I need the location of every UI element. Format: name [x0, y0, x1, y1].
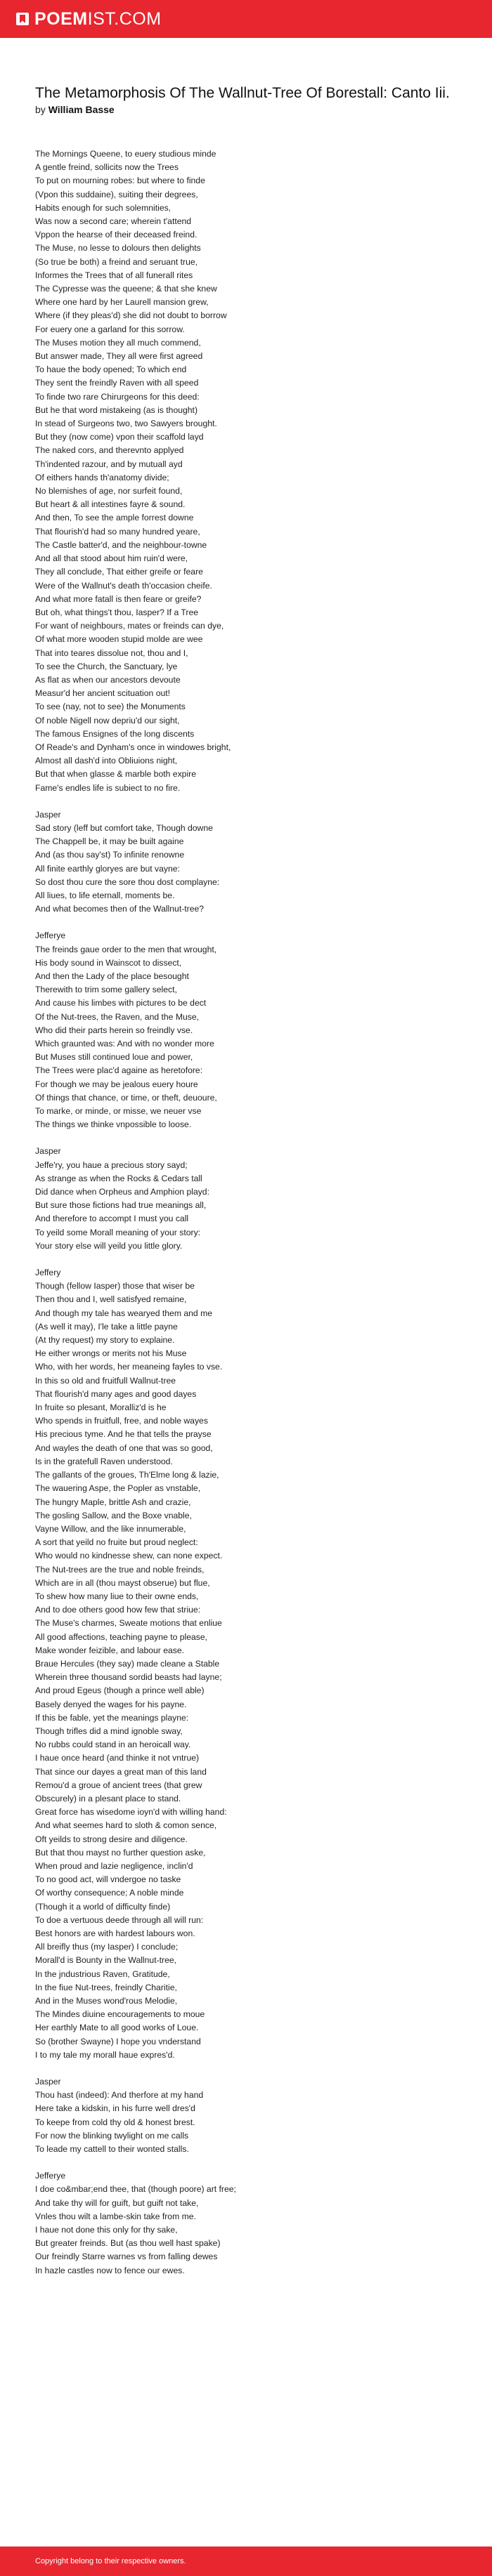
poem-line: Jeffery	[35, 1268, 61, 1278]
poem-line: Who would no kindnesse shew, can none expect.	[35, 1551, 223, 1561]
poem-line: But that when glasse & marble both expire	[35, 769, 196, 780]
poem-line: That flourish'd had so many hundred yeare,	[35, 526, 200, 537]
poem-line: The Muse's charmes, Sweate motions that enliue	[35, 1618, 222, 1629]
poem-line: The hungry Maple, brittle Ash and crazie,	[35, 1497, 191, 1507]
poem-line: Habits enough for such solemnities,	[35, 202, 171, 213]
poem-line: But oh, what things't thou, Iasper? If a Tree	[35, 607, 198, 617]
poem-line: Who did their parts herein so freindly vse.	[35, 1025, 193, 1035]
poem-line: For now the blinking twylight on me calls	[35, 2130, 189, 2141]
poem-line: As flat as when our ancestors devoute	[35, 674, 181, 685]
poem-line: They all conclude, That either greife or feare	[35, 567, 203, 577]
poem-line: (At thy request) my story to explaine.	[35, 1335, 175, 1346]
stanza	[35, 2169, 457, 2278]
byline	[35, 104, 457, 115]
poem-line: To finde two rare Chirurgeons for this deed:	[35, 391, 200, 402]
poem-line: But sure those fictions had true meanings all,	[35, 1200, 207, 1211]
poem-line: In the fiue Nut-trees, freindly Charitie,	[35, 1982, 177, 1992]
poem-line: To marke, or minde, or misse, we neuer vse	[35, 1106, 202, 1117]
poem-line: But they (now come) vpon their scaffold layd	[35, 432, 204, 442]
poem-line: To doe a vertuous deede through all will run:	[35, 1914, 204, 1925]
poem-line: And proud Egeus (though a prince well able)	[35, 1685, 205, 1696]
poem-line: (As well it may), I'le take a little payne	[35, 1321, 178, 1332]
poem-line: The wauering Aspe, the Popler as vnstable,	[35, 1483, 201, 1494]
poem-line: To yeild some Morall meaning of your story:	[35, 1227, 201, 1237]
poem-line: The Muses motion they all much commend,	[35, 337, 201, 348]
poem-line: He either wrongs or merits not his Muse	[35, 1348, 187, 1359]
poem-line: And though my tale has wearyed them and me	[35, 1308, 213, 1318]
poem-line: That into teares dissolue not, thou and I,	[35, 648, 188, 658]
stanza	[35, 808, 457, 916]
poem-line: And then the Lady of the place besought	[35, 971, 189, 981]
poem-line: The Muse, no lesse to dolours then delights	[35, 243, 201, 254]
poem-line: Where (if they pleas'd) she did not doubt to borrow	[35, 310, 227, 321]
poem-line: Which are in all (thou mayst obserue) but flue,	[35, 1577, 210, 1588]
poem-line: I haue not done this only for thy sake,	[35, 2225, 178, 2235]
poem-line: To haue the body opened; To which end	[35, 364, 187, 375]
poem-line: So (brother Swayne) I hope you vnderstand	[35, 2036, 201, 2046]
poem-line: In fruite so plesant, Moralliz'd is he	[35, 1402, 167, 1413]
poem-line: The freinds gaue order to the men that wrought,	[35, 944, 217, 954]
poem-line: I haue once heard (and thinke it not vntrue)	[35, 1753, 200, 1763]
poem-line: Vayne Willow, and the like innumerable,	[35, 1523, 186, 1534]
poem-line: And take thy will for guift, but guift not take,	[35, 2197, 199, 2208]
poem-line: Informes the Trees that of all funerall rites	[35, 270, 193, 280]
poem-line: As strange as when the Rocks & Cedars tall	[35, 1173, 202, 1183]
copyright-text: Copyright belong to their respective owners.	[35, 2557, 186, 2565]
poem-line: To see (nay, not to see) the Monuments	[35, 702, 186, 712]
poem-line: And all that stood about him ruin'd were,	[35, 553, 188, 564]
poem-line: Of worthy consequence; A noble minde	[35, 1888, 184, 1898]
poem-line: (So true be both) a freind and seruant true,	[35, 256, 198, 267]
poem-line: Braue Hercules (they say) made cleane a Stable	[35, 1658, 220, 1669]
poem-line: The things we thinke vnpossible to loose.	[35, 1119, 192, 1130]
poem-line: In the jndustrious Raven, Gratitude,	[35, 1969, 170, 1979]
poem-line: Jasper	[35, 2077, 61, 2087]
stanza	[35, 2075, 457, 2156]
poem-line: Who spends in fruitfull, free, and noble wayes	[35, 1416, 208, 1426]
poem-line: Is in the gratefull Raven understood.	[35, 1456, 173, 1466]
poem-line: Measur'd her ancient scituation out!	[35, 688, 171, 699]
poem-line: Remou'd a groue of ancient trees (that grew	[35, 1780, 202, 1790]
poem-line: They sent the freindly Raven with all speed	[35, 378, 199, 388]
poem-line: But that thou mayst no further question aske,	[35, 1847, 206, 1858]
poem-line: The Mindes diuine encouragements to moue	[35, 2009, 205, 2020]
poem-line: All breifly thus (my Iasper) I conclude;	[35, 1942, 179, 1952]
poem-line: Make wonder feizible, and labour ease.	[35, 1645, 185, 1655]
poem-line: Oft yeilds to strong desire and diligence.	[35, 1834, 188, 1844]
poem-line: Fame's endles life is subiect to no fire.	[35, 782, 181, 793]
poem-line: Th'indented razour, and by mutuall ayd	[35, 459, 183, 469]
poem-line: Jasper	[35, 1146, 61, 1157]
poem-line: To see the Church, the Sanctuary, lye	[35, 661, 178, 671]
poem-line: Who, with her words, her meaneing fayles to vse.	[35, 1362, 223, 1372]
poem-line: Did dance when Orpheus and Amphion playd:	[35, 1187, 209, 1197]
poem-line: Jasper	[35, 809, 61, 820]
poem-line: For though we may be jealous euery houre	[35, 1079, 198, 1089]
poem-line: In this so old and fruitfull Wallnut-tree	[35, 1375, 176, 1386]
poem-line: In hazle castles now to fence our ewes.	[35, 2265, 185, 2275]
poem-line: To keepe from cold thy old & honest brest.	[35, 2117, 195, 2127]
poem-line: But greater freinds. But (as thou well hast spake)	[35, 2238, 221, 2249]
poem-line: A sort that yeild no fruite but proud neglect:	[35, 1537, 198, 1548]
logo-text	[34, 8, 162, 29]
poem-line: That flourish'd many ages and good dayes	[35, 1388, 197, 1399]
poem-line: Jefferye	[35, 931, 66, 941]
poem-line: Morall'd is Bounty in the Wallnut-tree,	[35, 1955, 177, 1966]
stanza	[35, 1145, 457, 1253]
poem-line: Jefferye	[35, 2171, 66, 2181]
poem-line: Vnles thou wilt a lambe-skin take from me.	[35, 2211, 196, 2221]
poem-body	[35, 147, 457, 2278]
poem-line: That since our dayes a great man of this land	[35, 1766, 207, 1777]
poem-line: And what more fatall is then feare or greife?	[35, 593, 202, 604]
poem-line: All liues, to life eternall, moments be.	[35, 890, 175, 900]
poem-line: The Cypresse was the queene; & that she knew	[35, 284, 217, 294]
poem-line: I doe co&mbar;end thee, that (though poore) art free;	[35, 2184, 236, 2195]
poem-line: (Though it a world of difficulty finde)	[35, 1901, 171, 1912]
site-logo[interactable]	[15, 8, 162, 29]
poem-line: And what becomes then of the Wallnut-tree?	[35, 904, 205, 914]
poem-line: And then, To see the ample forrest downe	[35, 513, 194, 523]
bookmark-logo-icon	[15, 12, 30, 26]
poem-line: The Chappell be, it may be built againe	[35, 836, 184, 847]
stanza	[35, 1266, 457, 2062]
poem-line: No rubbs could stand in an heroicall way.	[35, 1740, 191, 1750]
poem-line: But he that word mistakeing (as is thought)	[35, 405, 198, 415]
poem-content	[0, 38, 492, 2278]
poem-line: Of Reade's and Dynham's once in windowes bright,	[35, 742, 231, 752]
poem-line: To shew how many liue to their owne ends,	[35, 1591, 199, 1601]
poem-line: To leade my cattell to their wonted stalls.	[35, 2144, 189, 2155]
poem-line: Thou hast (indeed): And therfore at my hand	[35, 2090, 204, 2101]
poem-line: To no good act, will vndergoe no taske	[35, 1874, 181, 1885]
poem-line: Of noble Nigell now depriu'd our sight,	[35, 715, 180, 725]
poem-line: Then thou and I, well satisfyed remaine,	[35, 1294, 187, 1305]
author-link[interactable]: William Basse	[48, 104, 115, 115]
poem-line: Wherein three thousand sordid beasts had layne;	[35, 1672, 222, 1683]
poem-line: Was now a second care; wherein t'attend	[35, 216, 192, 227]
poem-line: His body sound in Wainscot to dissect,	[35, 957, 182, 968]
poem-line: But heart & all intestines fayre & sound.	[35, 499, 186, 510]
poem-line: Best honors are with hardest labours won.	[35, 1928, 195, 1938]
poem-line: A gentle freind, sollicits now the Trees	[35, 162, 179, 173]
poem-line: But answer made, They all were first agreed	[35, 351, 203, 362]
poem-line: Almost all dash'd into Obliuions night,	[35, 756, 178, 766]
poem-line: And wayles the death of one that was so good,	[35, 1443, 213, 1453]
stanza	[35, 147, 457, 795]
poem-line: Obscurely) in a plesant place to stand.	[35, 1793, 181, 1803]
poem-line: No blemishes of age, nor surfeit found,	[35, 486, 183, 497]
poem-line: For euery one a garland for this sorrow.	[35, 324, 185, 334]
poem-line: The famous Ensignes of the long discents	[35, 728, 195, 739]
poem-line: Sad story (leff but comfort take, Though downe	[35, 822, 213, 833]
poem-line: In stead of Surgeons two, two Sawyers brought.	[35, 419, 217, 429]
poem-line: For want of neighbours, mates or freinds can dye,	[35, 621, 224, 631]
poem-line: Jeffe'ry, you haue a precious story sayd;	[35, 1159, 188, 1170]
poem-line: And therefore to accompt I must you call	[35, 1214, 189, 1224]
poem-line: But Muses still continued loue and power,	[35, 1052, 193, 1063]
poem-line: Where one hard by her Laurell mansion grew,	[35, 297, 209, 308]
poem-line: And (as thou say'st) To infinite renowne	[35, 850, 185, 860]
poem-line: Your story else will yeild you little glory.	[35, 1240, 183, 1251]
stanza	[35, 929, 457, 1131]
site-footer	[0, 2547, 492, 2576]
by-label: by	[35, 104, 46, 115]
poem-line: Of what more wooden stupid molde are wee	[35, 634, 203, 645]
poem-line: Great force has wisedome ioyn'd with willing hand:	[35, 1807, 227, 1818]
poem-line: And cause his limbes with pictures to be dect	[35, 998, 207, 1008]
poem-line: The Castle batter'd, and the neighbour-towne	[35, 539, 207, 550]
poem-line: To put on mourning robes: but where to finde	[35, 176, 205, 186]
poem-line: Which graunted was: And with no wonder more	[35, 1039, 214, 1049]
poem-title: The Metamorphosis Of The Wallnut-Tree Of Borestall: Canto Iii.	[35, 85, 450, 101]
poem-line: Of eithers hands th'anatomy divide;	[35, 472, 169, 482]
poem-line: When proud and lazie negligence, inclin'd	[35, 1860, 193, 1871]
poem-line: The Nut-trees are the true and noble freinds,	[35, 1564, 205, 1575]
poem-line: All finite earthly gloryes are but vayne:	[35, 863, 180, 874]
poem-line: Vppon the hearse of their deceased freind.	[35, 230, 198, 240]
poem-line: Here take a kidskin, in his furre well dres'd	[35, 2103, 195, 2114]
poem-line: Though (fellow Iasper) those that wiser be	[35, 1281, 195, 1292]
poem-line: Therewith to trim some gallery select,	[35, 985, 177, 995]
poem-line: Our freindly Starre warnes vs from falling dewes	[35, 2252, 218, 2262]
poem-line: The gallants of the groues, Th'Elme long & lazie,	[35, 1470, 219, 1480]
poem-line: His precious tyme. And he that tells the prayse	[35, 1429, 212, 1440]
poem-line: The gosling Sallow, and the Boxe vnable,	[35, 1510, 192, 1520]
poem-line: I to my tale my morall haue expres'd.	[35, 2049, 175, 2060]
poem-line: Were of the Wallnut's death th'occasion cheife.	[35, 580, 212, 591]
poem-line: The Trees were plac'd againe as heretofore:	[35, 1065, 203, 1076]
poem-line: Of things that chance, or time, or theft, deuoure,	[35, 1092, 217, 1103]
poem-line: Her earthly Mate to all good works of Loue.	[35, 2023, 199, 2033]
poem-line: If this be fable, yet the meanings playne:	[35, 1712, 189, 1723]
poem-line: So dost thou cure the sore thou dost complayne:	[35, 876, 220, 887]
logo-text-light: IST.COM	[87, 8, 162, 29]
poem-line: Of the Nut-trees, the Raven, and the Muse,	[35, 1011, 200, 1022]
logo-text-bold: POEM	[34, 8, 88, 29]
poem-line: All good affections, teaching payne to please,	[35, 1631, 208, 1642]
poem-line: (Vpon this suddaine), suiting their degrees,	[35, 189, 198, 199]
poem-line: And what seemes hard to sloth & comon sence,	[35, 1820, 217, 1831]
poem-line: And to doe others good how few that striue:	[35, 1605, 201, 1615]
poem-line: The Mornings Queene, to euery studious minde	[35, 149, 216, 159]
poem-line: The naked cors, and therevnto applyed	[35, 445, 184, 456]
poem-line: And in the Muses wond'rous Melodie,	[35, 1996, 178, 2006]
poem-line: Basely denyed the wages for his payne.	[35, 1699, 187, 1709]
poem-line: Though trifles did a mind ignoble sway,	[35, 1726, 183, 1736]
site-header	[0, 0, 492, 38]
